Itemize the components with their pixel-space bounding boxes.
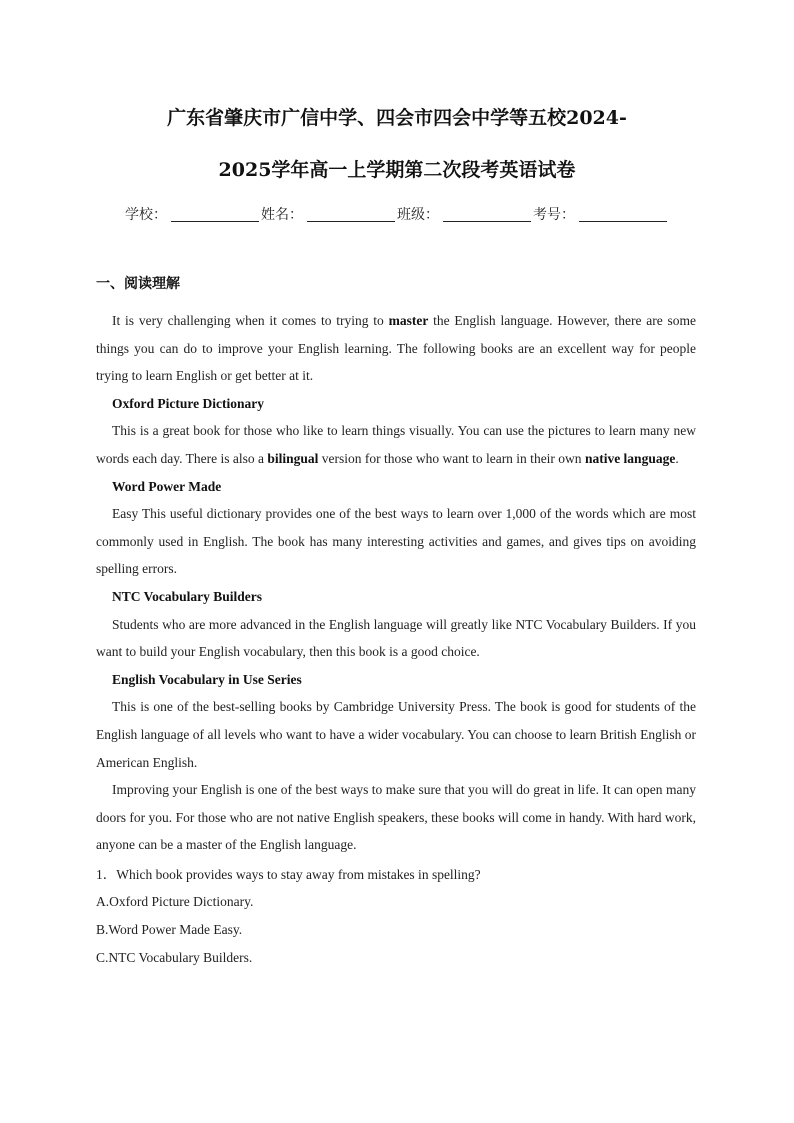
book1-text-3: .	[675, 450, 679, 466]
class-label: 班级：	[397, 207, 439, 223]
exam-number-blank[interactable]	[579, 207, 667, 222]
book-heading: Word Power Made	[112, 478, 222, 494]
book-description: Easy This useful dictionary provides one of the best ways to learn over 1,000 of the words which are most commonly used in English. The book has many interesting activities and games, and gives tips on avoiding spelling errors.	[96, 506, 696, 577]
question-stem: 1．Which book provides ways to stay away from mistakes in spelling?	[96, 866, 481, 882]
answer-option-c[interactable]: C.NTC Vocabulary Builders.	[96, 949, 253, 965]
school-blank[interactable]	[171, 207, 259, 222]
book1-text-1: This is a great book for those who like to learn things visually. You can use the pictures to learn many new words each day. There is also a	[96, 423, 696, 466]
book1-text-2: version for those who want to learn in their own	[318, 450, 585, 466]
closing-paragraph: Improving your English is one of the best ways to make sure that you will do great in life. It can open many doors for you. For those who are not native English speakers, these books will come in handy. With hard work, anyone can be a master of the English language.	[96, 782, 696, 853]
book1-bold-word-1: bilingual	[267, 450, 319, 466]
book-description: Students who are more advanced in the English language will greatly like NTC Vocabulary Builders. If you want to build your English vocabulary, then this book is a good choice.	[96, 616, 696, 660]
book1-bold-word-2: native language	[584, 450, 676, 466]
section-title: 一、阅读理解	[96, 276, 180, 292]
intro-bold-word: master	[388, 313, 429, 328]
book-description: This is one of the best-selling books by Cambridge University Press. The book is good for students of the English language of all levels who want to have a wider vocabulary. You can choose to learn British English or American English.	[96, 699, 696, 770]
exam-title-line2: 2025学年高一上学期第二次段考英语试卷	[218, 159, 576, 181]
intro-text-2: the English language. However, there are some things you can do to improve your English learning. The following books are an excellent way for people trying to learn English or get better at it.	[96, 313, 696, 384]
intro-paragraph	[96, 307, 696, 390]
answer-option-b[interactable]: B.Word Power Made Easy.	[96, 922, 243, 938]
book-description	[96, 417, 696, 472]
intro-text-1: It is very challenging when it comes to trying to	[112, 313, 389, 328]
school-label: 学校：	[125, 207, 167, 223]
exam-number-label: 考号：	[533, 207, 575, 223]
name-label: 姓名：	[261, 207, 303, 223]
answer-option-a[interactable]: A.Oxford Picture Dictionary.	[96, 894, 254, 910]
student-info-row	[0, 204, 794, 224]
book-heading: NTC Vocabulary Builders	[112, 588, 263, 604]
book-heading: Oxford Picture Dictionary	[112, 395, 264, 411]
exam-title-line1: 广东省肇庆市广信中学、四会市四会中学等五校2024-	[167, 107, 627, 129]
reading-passage	[96, 307, 696, 971]
class-blank[interactable]	[443, 207, 531, 222]
book-heading: English Vocabulary in Use Series	[112, 671, 302, 687]
name-blank[interactable]	[307, 207, 395, 222]
